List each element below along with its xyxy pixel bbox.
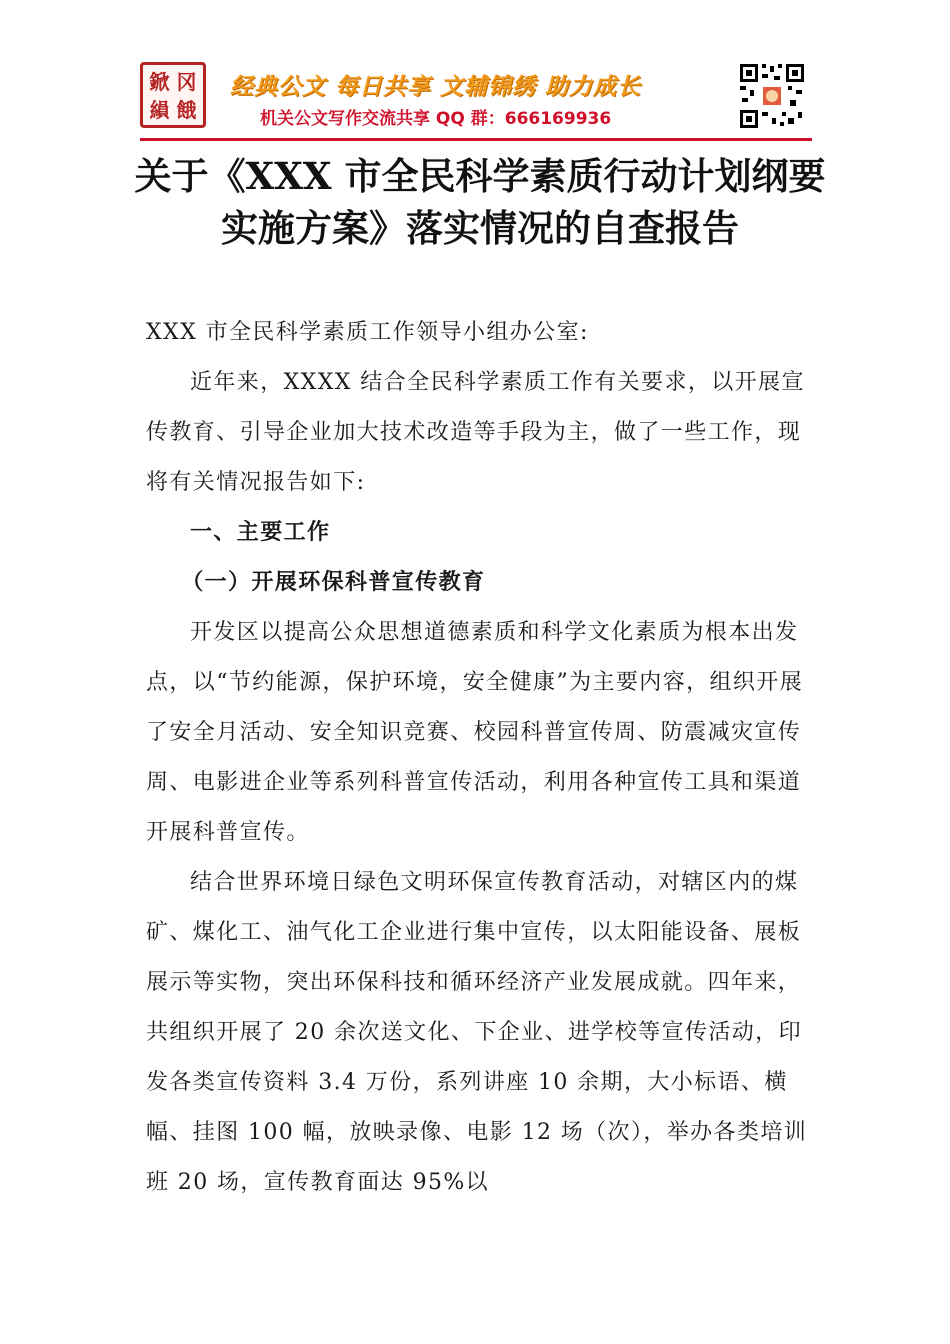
header-divider [140, 138, 812, 141]
seal-char: 餓 [176, 98, 197, 122]
document-body [146, 308, 816, 1208]
qr-code-icon [738, 62, 806, 130]
header-slogan: 经典公文 每日共享 文辅锦绣 助力成长 [230, 74, 642, 100]
section-heading: 一、主要工作 [190, 520, 331, 545]
intro-paragraph: 近年来，XXXX 结合全民科学素质工作有关要求，以开展宣传教育、引导企业加大技术改造等手段为主，做了一些工作，现将有关情况报告如下: [146, 370, 805, 495]
header-qq-group: 机关公文写作交流共享 QQ 群：666169936 [260, 109, 612, 129]
seal-char: 冈 [176, 70, 197, 94]
salutation: XXX 市全民科学素质工作领导小组办公室: [146, 320, 589, 345]
title-line-1: 关于《XXX 市全民科学素质行动计划纲要 [134, 154, 826, 198]
seal-char: 鍁 [149, 70, 170, 94]
document-header [140, 62, 808, 134]
subsection-heading: （一）开展环保科普宣传教育 [181, 570, 486, 595]
body-paragraph-1: 开发区以提高公众思想道德素质和科学文化素质为根本出发点，以“节约能源，保护环境，安全健康”为主要内容，组织开展了安全月活动、安全知识竞赛、校园科普宣传周、防震减灾宣传周、电影进企业等系列科普宣传活动，利用各种宣传工具和渠道开展科普宣传。 [146, 620, 804, 845]
body-paragraph-2: 结合世界环境日绿色文明环保宣传教育活动，对辖区内的煤矿、煤化工、油气化工企业进行集中宣传，以太阳能设备、展板展示等实物，突出环保科技和循环经济产业发展成就。四年来，共组织开展了 20 余次送文化、下企业、进学校等宣传活动，印发各类宣传资料 3.4 万份，系列讲座 10 余期，大小标语、横幅、挂图 100 幅，放映录像、电影 12 场（次），举办各类培训班 20 场，宣传教育面达 95%以 [146, 870, 808, 1195]
page-title [100, 150, 860, 254]
seal-stamp-icon [140, 62, 206, 128]
seal-char: 縜 [149, 98, 170, 122]
title-line-2: 实施方案》落实情况的自查报告 [221, 206, 739, 250]
